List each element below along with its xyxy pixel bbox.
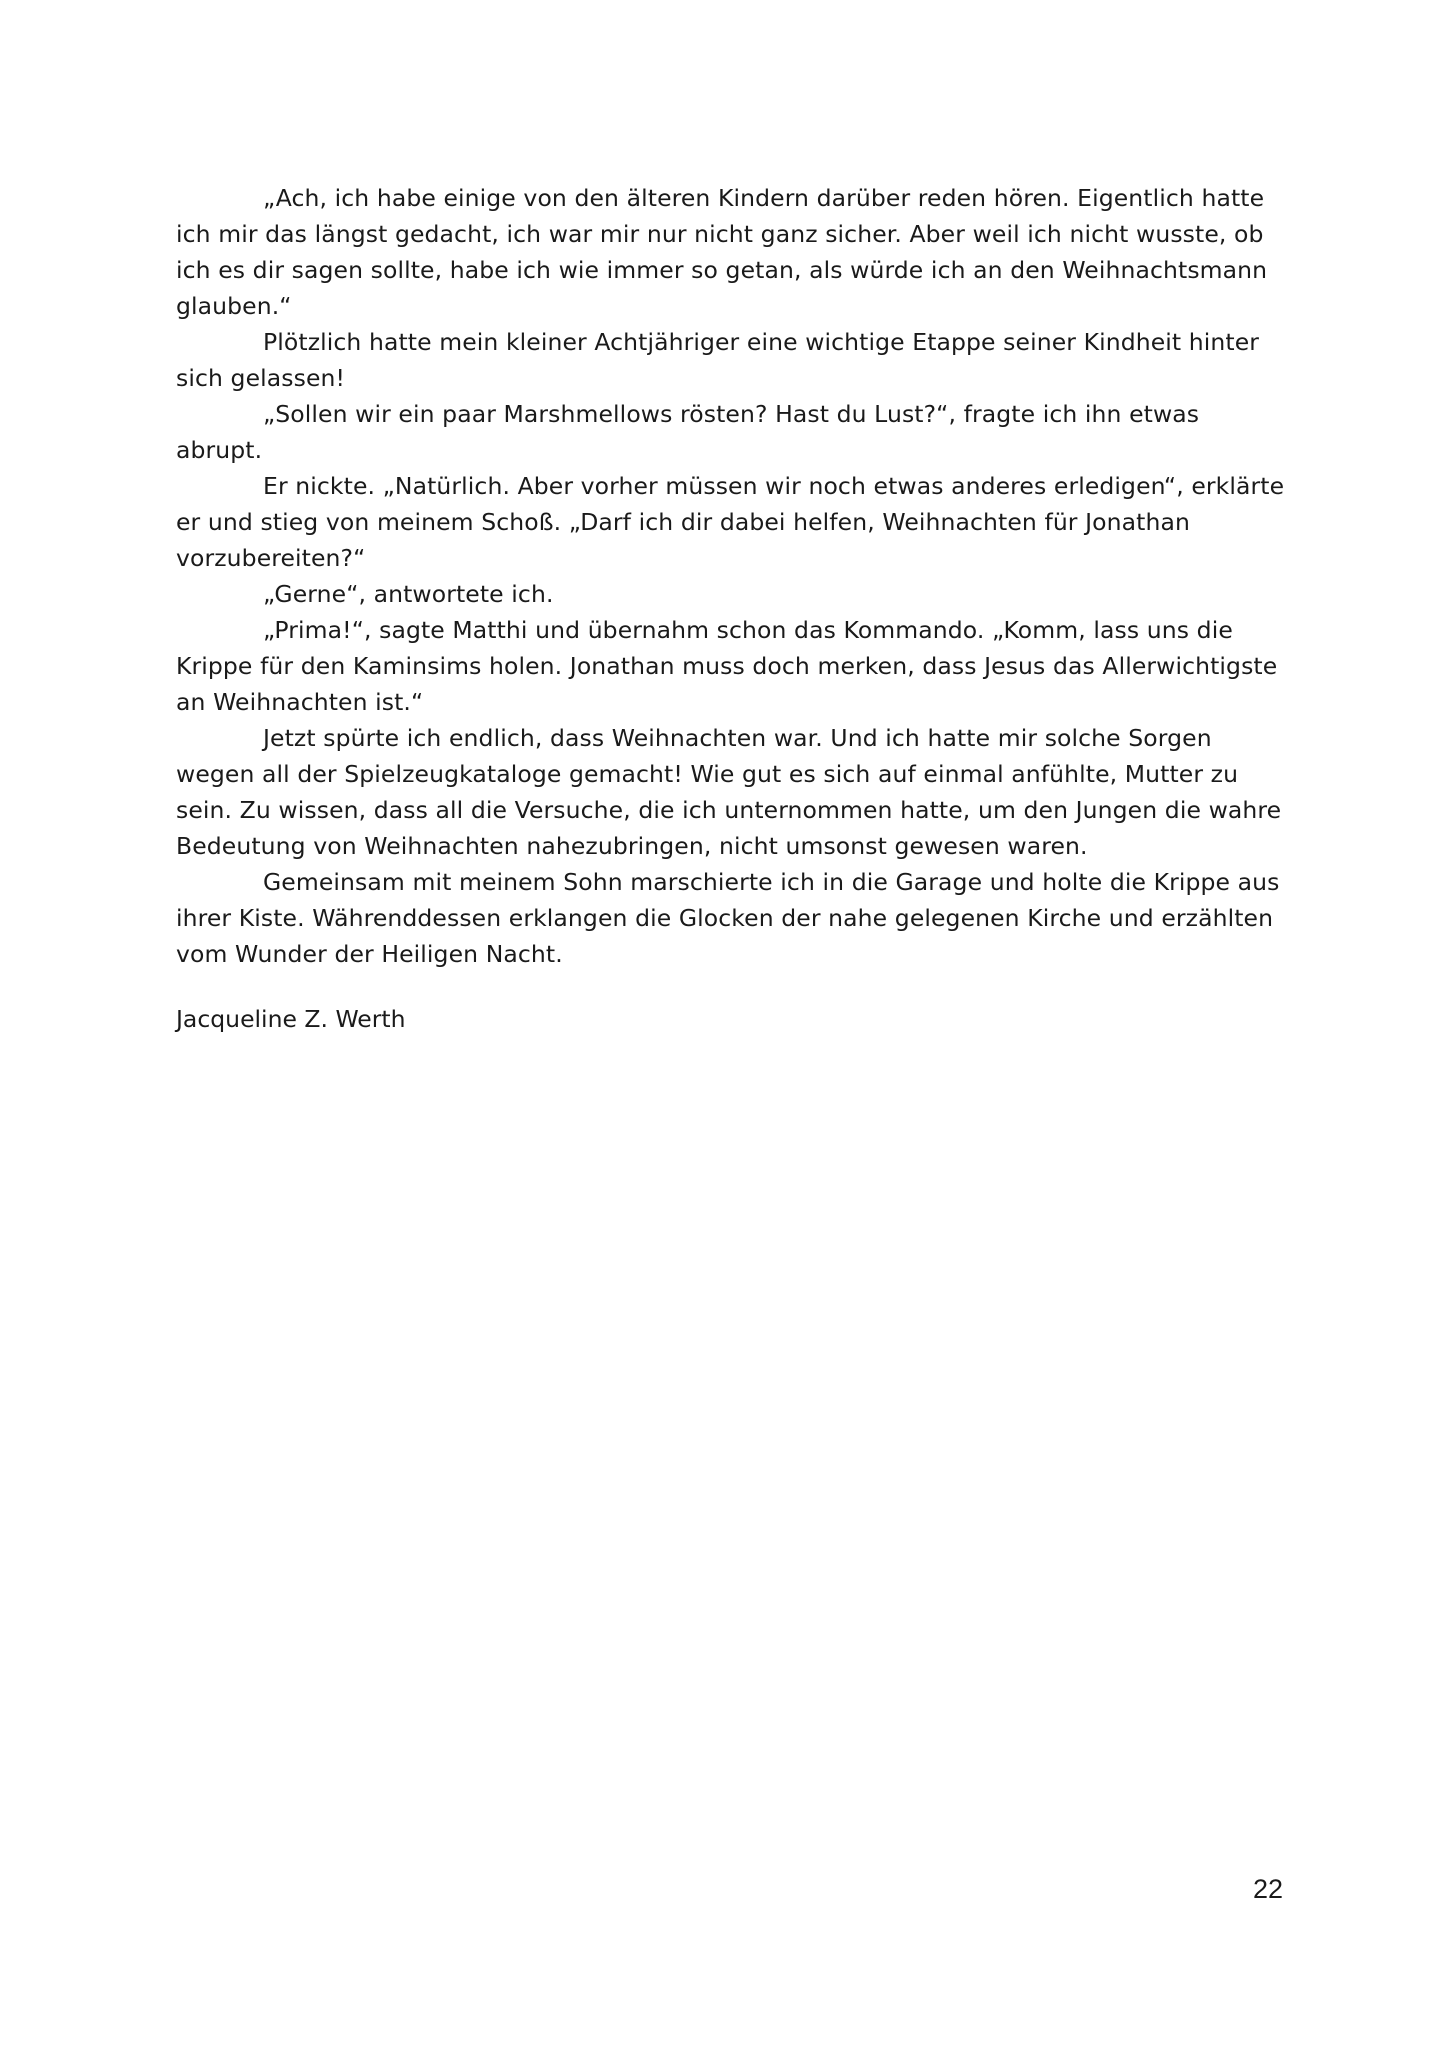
paragraph: Jetzt spürte ich endlich, dass Weihnachten war. Und ich hatte mir solche Sorgen wegen all der Spielzeugkataloge gemacht! Wie gut es sich auf einmal anfühlte, Mutter zu sein. Zu wissen, dass all die Versuche, die ich unternommen hatte, um den Jungen die wahre Bedeutung von Weihnachten nahezubringen, nicht umsonst gewesen waren. (176, 724, 1282, 860)
paragraph: Plötzlich hatte mein kleiner Achtjähriger eine wichtige Etappe seiner Kindheit hinter sich gelassen! (176, 328, 1260, 392)
paragraph: „Prima!“, sagte Matthi und übernahm schon das Kommando. „Komm, lass uns die Krippe für den Kaminsims holen. Jonathan muss doch merken, dass Jesus das Allerwichtigste an Weihnachten ist.“ (176, 616, 1278, 716)
paragraph: „Gerne“, antwortete ich. (263, 580, 554, 608)
paragraph: Gemeinsam mit meinem Sohn marschierte ich in die Garage und holte die Krippe aus ihrer Kiste. Währenddessen erklangen die Glocken der nahe gelegenen Kirche und erzählten vom Wunder der Heiligen Nacht. (176, 868, 1280, 968)
paragraph: „Ach, ich habe einige von den älteren Kindern darüber reden hören. Eigentlich hatte ich mir das längst gedacht, ich war mir nur nicht ganz sicher. Aber weil ich nicht wusste, ob ich es dir sagen sollte, habe ich wie immer so getan, als würde ich an den Weihnachtsmann glauben.“ (176, 184, 1268, 320)
story-text (176, 180, 1286, 972)
page-number: 22 (1252, 1874, 1283, 1904)
paragraph: Er nickte. „Natürlich. Aber vorher müssen wir noch etwas anderes erledigen“, erklärte er und stieg von meinem Schoß. „Darf ich dir dabei helfen, Weihnachten für Jonathan vorzubereiten?“ (176, 472, 1285, 572)
author-name: Jacqueline Z. Werth (176, 1005, 406, 1033)
paragraph: „Sollen wir ein paar Marshmellows rösten? Hast du Lust?“, fragte ich ihn etwas abrupt. (176, 400, 1200, 464)
